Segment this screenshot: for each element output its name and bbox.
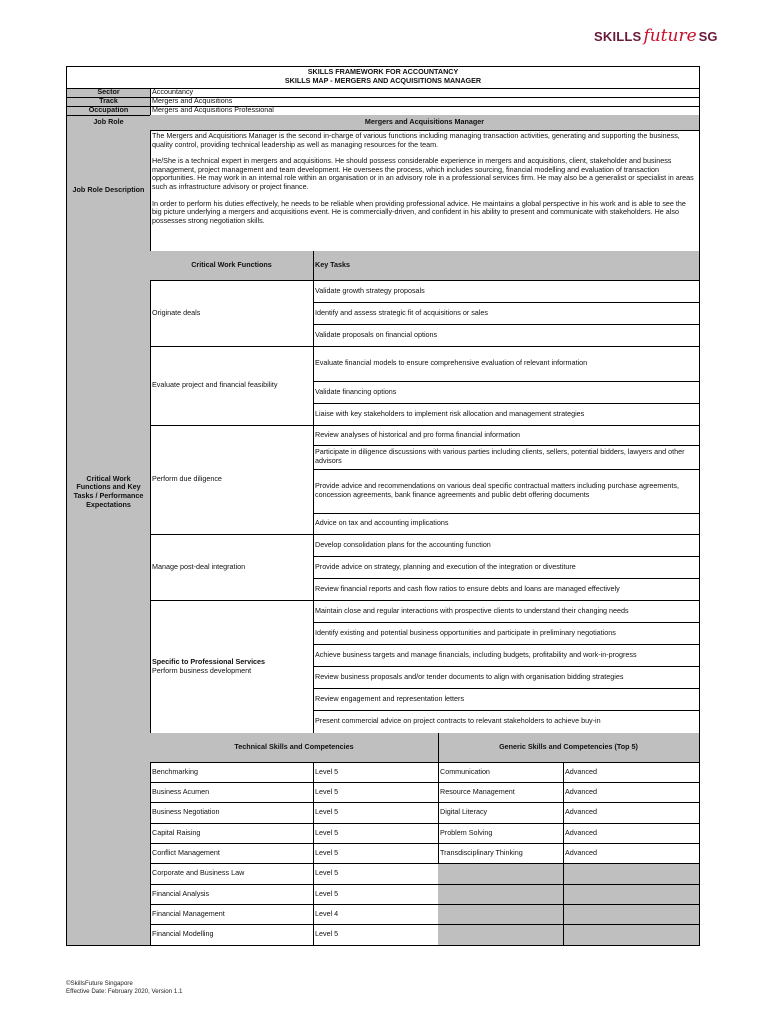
technical-skill-level: Level 5 [315, 929, 339, 939]
document-title [67, 68, 699, 85]
generic-skills-header: Generic Skills and Competencies (Top 5) [499, 742, 638, 752]
technical-skill-name: Conflict Management [152, 847, 220, 857]
job-role-value: Mergers and Acquisitions Manager [150, 115, 699, 130]
key-task: Validate proposals on financial options [315, 329, 438, 339]
occupation-label: Occupation [88, 105, 129, 115]
key-task: Review business proposals and/or tender documents to align with organisation bidding strategies [315, 671, 624, 681]
logo-sg-text: SG [698, 29, 718, 44]
technical-skill-level: Level 5 [315, 888, 339, 898]
key-task: Review analyses of historical and pro forma financial information [315, 429, 520, 439]
effective-date-text: Effective Date: February 2020, Version 1.1 [66, 988, 183, 995]
key-task: Achieve business targets and manage financials, including budgets, profitability and work-in-progress [315, 649, 637, 659]
critical-work-functions-header: Critical Work Functions [191, 260, 272, 270]
cwf-due-diligence: Perform due diligence [152, 474, 222, 484]
technical-skill-name: Benchmarking [152, 766, 198, 776]
description-paragraph-1: The Mergers and Acquisitions Manager is the second in-charge of various functions including managing transaction activities, generating and supporting the business, quality control, providing technical leadership as well as managing resources for the team. [152, 131, 680, 149]
job-role-description [152, 132, 697, 225]
technical-skill-name: Capital Raising [152, 827, 201, 837]
skills-map-document [66, 66, 700, 946]
technical-skill-name: Financial Modelling [152, 929, 214, 939]
sector-label: Sector [97, 87, 120, 97]
logo-future-text: future [643, 26, 697, 46]
technical-skill-name: Business Negotiation [152, 807, 220, 817]
description-paragraph-3: In order to perform his duties effectively, he needs to be reliable when providing professional advice. He maintains a global perspective in his work and is able to see the big picture underlying a mergers and acquisitions event. He is commercially-driven, and confident in his ability to present and communicate with stakeholders. He also possesses strong negotiation skills. [152, 198, 686, 225]
key-task: Liaise with key stakeholders to implement risk allocation and management strategies [315, 408, 585, 418]
key-task: Identify and assess strategic fit of acquisitions or sales [315, 307, 488, 317]
key-task: Provide advice on strategy, planning and execution of the integration or divestiture [315, 561, 576, 571]
skillsfuture-logo [594, 26, 717, 48]
generic-skill-level: Advanced [565, 766, 597, 776]
title-line-1: SKILLS FRAMEWORK FOR ACCOUNTANCY [307, 67, 459, 76]
cwf-business-development [150, 600, 313, 733]
logo-skills-text: SKILLS [594, 29, 642, 44]
cwf-post-deal-integration: Manage post-deal integration [152, 561, 246, 571]
key-task: Maintain close and regular interactions with prospective clients to understand their changing needs [315, 605, 629, 615]
generic-skill-level: Advanced [565, 827, 597, 837]
technical-skill-level: Level 5 [315, 766, 339, 776]
copyright-text: ©SkillsFuture Singapore [66, 980, 133, 987]
track-value: Mergers and Acquisitions [152, 96, 233, 106]
page-footer [66, 980, 182, 996]
cwf-originate-deals: Originate deals [152, 307, 201, 317]
key-task: Advice on tax and accounting implications [315, 518, 449, 528]
generic-skill-name: Resource Management [440, 786, 515, 796]
technical-skill-level: Level 5 [315, 847, 339, 857]
key-tasks-header: Key Tasks [315, 260, 351, 270]
technical-skills-header: Technical Skills and Competencies [234, 742, 354, 752]
occupation-value: Mergers and Acquisitions Professional [152, 105, 274, 115]
technical-skill-level: Level 5 [315, 868, 339, 878]
key-task: Validate growth strategy proposals [315, 285, 425, 295]
generic-skill-name: Digital Literacy [440, 807, 488, 817]
skills-label-cell [67, 733, 150, 945]
key-task: Participate in diligence discussions with various parties including clients, sellers, potential bidders, lawyers and other advisors [315, 447, 685, 465]
technical-skill-name: Corporate and Business Law [152, 868, 245, 878]
technical-skill-level: Level 5 [315, 807, 339, 817]
key-task: Evaluate financial models to ensure comprehensive evaluation of relevant information [315, 358, 588, 368]
technical-skill-level: Level 5 [315, 786, 339, 796]
key-task: Develop consolidation plans for the accounting function [315, 539, 491, 549]
generic-skill-name: Communication [440, 766, 490, 776]
description-paragraph-2: He/She is a technical expert in mergers and acquisitions. He should possess considerable experience in mergers and acquisitions, client, stakeholder and business management, project management and team development. He oversees the process, which includes sourcing, financial modelling and evaluation of transaction opportunities. He may work in an internal role within an organisation or in an advisory role in a professional services firm. He may also be a generalist or specialist in areas such as infrastructure advisory or project finance. [152, 156, 694, 191]
job-role-description-label: Job Role Description [72, 185, 145, 195]
cwf-name: Perform business development [152, 665, 252, 675]
generic-skill-level: Advanced [565, 807, 597, 817]
technical-skill-level: Level 4 [315, 908, 339, 918]
sector-value: Accountancy [152, 87, 194, 97]
generic-skill-name: Problem Solving [440, 827, 493, 837]
key-task: Review financial reports and cash flow ratios to ensure debts and loans are managed effectively [315, 583, 620, 593]
key-task: Provide advice and recommendations on various deal specific contractual matters including purchase agreements, concession agreements, bank finance agreements and public debt offering documents [315, 481, 679, 499]
technical-skill-name: Business Acumen [152, 786, 210, 796]
generic-skill-level: Advanced [565, 847, 597, 857]
cwf-evaluate-feasibility: Evaluate project and financial feasibility [152, 380, 278, 390]
professional-services-note: Specific to Professional Services [152, 656, 266, 666]
cwf-section-label: Critical Work Functions and Key Tasks / Performance Expectations [73, 473, 144, 509]
key-task: Review engagement and representation letters [315, 693, 465, 703]
generic-skill-level: Advanced [565, 786, 597, 796]
key-task: Validate financing options [315, 386, 397, 396]
technical-skill-name: Financial Analysis [152, 888, 210, 898]
job-role-label: Job Role [93, 117, 124, 127]
key-task: Present commercial advice on project contracts to relevant stakeholders to achieve buy-in [315, 716, 601, 726]
key-task: Identify existing and potential business opportunities and participate in preliminary negotiations [315, 627, 616, 637]
generic-skill-name: Transdisciplinary Thinking [440, 847, 523, 857]
title-line-2: SKILLS MAP - MERGERS AND ACQUISITIONS MANAGER [284, 75, 482, 85]
track-label: Track [99, 96, 118, 106]
technical-skill-level: Level 5 [315, 827, 339, 837]
technical-skill-name: Financial Management [152, 908, 225, 918]
